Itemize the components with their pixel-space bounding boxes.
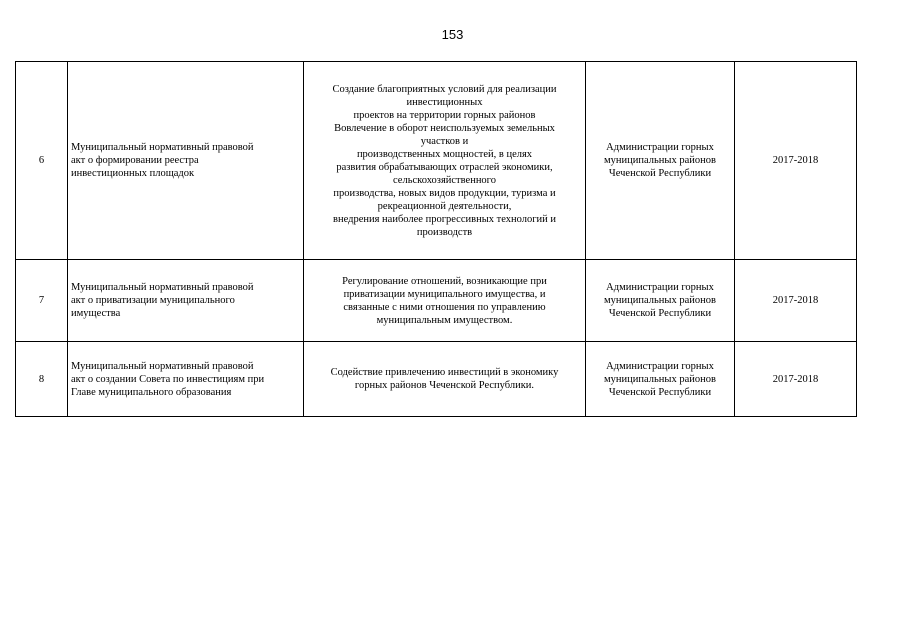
goal-line: участков и — [420, 135, 469, 147]
executor-line: муниципальных районов — [604, 295, 716, 306]
period-cell: 2017-2018 — [735, 342, 857, 417]
period-cell: 2017-2018 — [735, 260, 857, 342]
goal-line: муниципальным имуществом. — [376, 314, 513, 326]
goal-line: инвестиционных — [406, 96, 483, 108]
goal-cell — [304, 260, 586, 342]
document-line: Муниципальный нормативный правовой — [71, 282, 254, 293]
document-line: Главе муниципального образования — [71, 386, 232, 398]
goal-line: горных районов Чеченской Республики. — [354, 380, 535, 391]
goal-line: Содействие привлечению инвестиций в экономику — [330, 367, 559, 378]
document-line: Муниципальный нормативный правовой — [71, 360, 254, 372]
goal-line: Вовлечение в оборот неиспользуемых земельных — [334, 122, 555, 134]
document-cell — [68, 342, 304, 417]
executor-line: Чеченской Республики — [608, 308, 712, 319]
table-row — [16, 260, 857, 342]
document-cell — [68, 62, 304, 260]
executor-line: Администрации горных — [606, 360, 714, 372]
goal-line: приватизации муниципального имущества, и — [343, 288, 546, 300]
executor-cell — [586, 342, 735, 417]
executor-line: Администрации горных — [606, 282, 714, 293]
goal-line: развития обрабатывающих отраслей экономики, — [336, 161, 553, 173]
executor-cell — [586, 260, 735, 342]
table-row — [16, 62, 857, 260]
row-number: 8 — [16, 342, 68, 417]
document-line: имущества — [71, 308, 121, 319]
document-line: акт о приватизации муниципального — [71, 295, 235, 306]
goal-line: рекреационной деятельности, — [377, 200, 512, 212]
measures-table — [15, 61, 857, 417]
goal-cell — [304, 62, 586, 260]
executor-line: муниципальных районов — [604, 155, 716, 166]
page-number: 153 — [441, 27, 464, 42]
goal-line: связанные с ними отношения по управлению — [343, 301, 546, 313]
goal-line: внедрения наиболее прогрессивных технологий и — [333, 213, 556, 225]
table-row — [16, 342, 857, 417]
goal-line: Регулирование отношений, возникающие при — [342, 275, 547, 287]
document-line: акт о формировании реестра — [71, 155, 199, 166]
document-line: Муниципальный нормативный правовой — [71, 142, 254, 153]
goal-line: производства, новых видов продукции, туризма и — [333, 187, 556, 199]
period-cell: 2017-2018 — [735, 62, 857, 260]
executor-line: Чеченской Республики — [608, 386, 712, 398]
executor-line: Чеченской Республики — [608, 168, 712, 179]
document-line: инвестиционных площадок — [71, 168, 195, 179]
row-number: 6 — [16, 62, 68, 260]
goal-line: производственных мощностей, в целях — [356, 148, 533, 160]
goal-line: Создание благоприятных условий для реализации — [332, 83, 557, 95]
goal-line: производств — [416, 226, 473, 238]
document-line: акт о создании Совета по инвестициям при — [71, 373, 265, 385]
executor-line: муниципальных районов — [604, 373, 716, 385]
row-number: 7 — [16, 260, 68, 342]
executor-line: Администрации горных — [606, 142, 714, 153]
goal-cell — [304, 342, 586, 417]
goal-line: сельскохозяйственного — [393, 174, 496, 186]
executor-cell — [586, 62, 735, 260]
document-cell — [68, 260, 304, 342]
goal-line: проектов на территории горных районов — [353, 109, 536, 121]
